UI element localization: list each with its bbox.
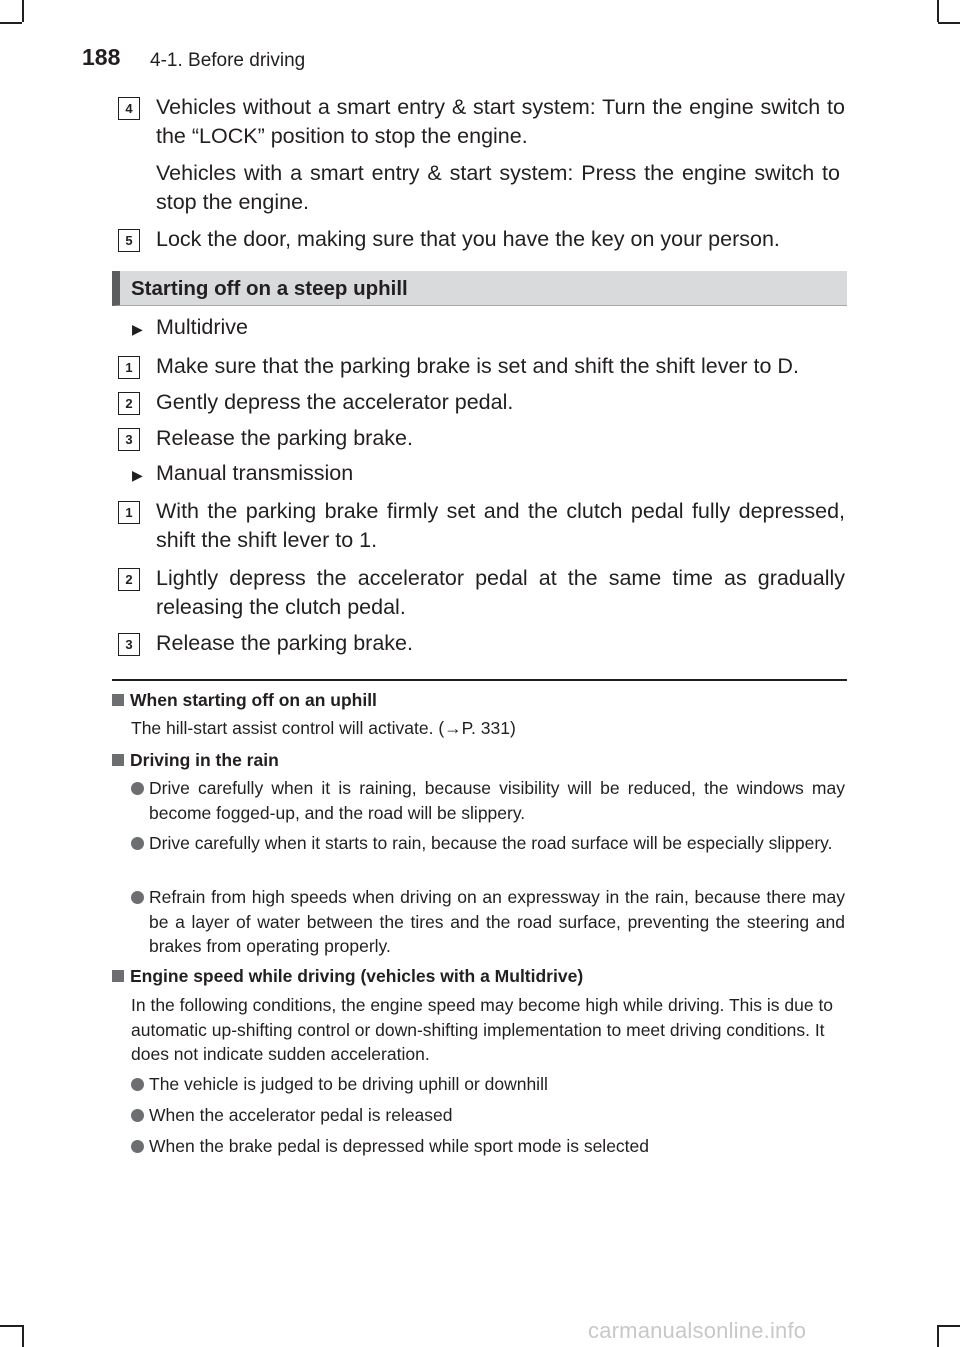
crop-mark (0, 22, 22, 24)
square-bullet-icon (112, 970, 124, 982)
multidrive-step-1 (118, 352, 845, 381)
step-text: Lock the door, making sure that you have the key on your person. (156, 227, 780, 251)
square-bullet-icon (112, 754, 124, 766)
square-bullet-icon (112, 694, 124, 706)
step-text: Make sure that the parking brake is set and shift the shift lever to D. (156, 354, 799, 378)
bullet-text: When the brake pedal is depressed while sport mode is selected (149, 1136, 649, 1156)
note-heading-text: Engine speed while driving (vehicles with a Multidrive) (130, 966, 584, 986)
list-item (131, 1103, 845, 1128)
step-text: With the parking brake firmly set and the clutch pedal fully depressed, shift the shift lever to 1. (156, 499, 845, 552)
crop-mark (22, 0, 24, 22)
note-text-uphill: The hill-start assist control will activate. (→P. 331) (131, 718, 516, 738)
list-item (131, 1072, 845, 1097)
triangle-bullet-icon: ▶ (132, 321, 143, 337)
note-heading-rain (112, 750, 279, 771)
subheading-multidrive: Multidrive (156, 315, 248, 339)
step-text: Vehicles without a smart entry & start system: Turn the engine switch to the “LOCK” position to stop the engine. (156, 95, 845, 148)
crop-mark (938, 22, 960, 24)
subheading-manual: Manual transmission (156, 461, 354, 485)
step-number-badge: 5 (118, 229, 140, 252)
step-4 (118, 93, 845, 151)
note-heading-uphill (112, 690, 377, 711)
page-number: 188 (82, 44, 121, 70)
bullet-text: When the accelerator pedal is released (149, 1105, 453, 1125)
manual-step-3 (118, 629, 845, 658)
section-heading (112, 271, 847, 306)
step-number-badge: 4 (118, 97, 140, 120)
note-text-engine-speed: In the following conditions, the engine speed may become high while driving. This is due to automatic up-shifting control or down-shifting implementation to meet driving conditions. It does not indicate sudden acceleration. (131, 995, 834, 1064)
circle-bullet-icon (131, 1078, 144, 1091)
step-text: Lightly depress the accelerator pedal at the same time as gradually releasing the clutch pedal. (156, 566, 845, 619)
circle-bullet-icon (131, 1109, 144, 1122)
step-number-badge: 2 (118, 568, 140, 591)
divider (112, 679, 847, 681)
crop-mark (938, 1325, 960, 1327)
bullet-text: The vehicle is judged to be driving uphill or downhill (149, 1074, 548, 1094)
step-number-badge: 3 (118, 633, 140, 656)
circle-bullet-icon (131, 1140, 144, 1153)
step-5 (118, 225, 845, 254)
step-text-continued: Vehicles with a smart entry & start system: Press the engine switch to stop the engine. (156, 161, 840, 214)
manual-step-1 (118, 497, 845, 555)
section-heading-text: Starting off on a steep uphill (131, 277, 408, 300)
crop-mark (22, 1325, 24, 1347)
step-text: Release the parking brake. (156, 631, 413, 655)
step-number-badge: 2 (118, 392, 140, 415)
step-text: Gently depress the accelerator pedal. (156, 390, 514, 414)
bullet-text: Refrain from high speeds when driving on an expressway in the rain, because there may be a layer of water between the tires and the road surface, preventing the steering and brakes from operating properly. (149, 887, 845, 956)
watermark: carmanualsonline.info (588, 1318, 807, 1343)
circle-bullet-icon (131, 891, 144, 904)
triangle-bullet-icon: ▶ (132, 467, 143, 483)
note-heading-text: Driving in the rain (130, 750, 279, 770)
step-text: Release the parking brake. (156, 426, 413, 450)
bullet-text: Drive carefully when it is raining, because visibility will be reduced, the windows may become fogged-up, and the road will be slippery. (149, 778, 845, 823)
note-heading-engine-speed (112, 966, 583, 987)
list-item (131, 885, 845, 959)
manual-step-2 (118, 564, 845, 622)
multidrive-step-2 (118, 388, 845, 417)
circle-bullet-icon (131, 782, 144, 795)
step-number-badge: 1 (118, 356, 140, 379)
list-item (131, 776, 845, 825)
bullet-text: Drive carefully when it starts to rain, because the road surface will be especially slippery. (149, 833, 833, 853)
crop-mark (937, 0, 939, 22)
crop-mark (0, 1325, 22, 1327)
step-number-badge: 3 (118, 428, 140, 451)
crop-mark (937, 1325, 939, 1347)
circle-bullet-icon (131, 837, 144, 850)
list-item (131, 1134, 845, 1159)
step-number-badge: 1 (118, 501, 140, 524)
note-heading-text: When starting off on an uphill (130, 690, 377, 710)
list-item (131, 831, 845, 856)
section-title: 4-1. Before driving (150, 50, 306, 71)
multidrive-step-3 (118, 424, 845, 453)
